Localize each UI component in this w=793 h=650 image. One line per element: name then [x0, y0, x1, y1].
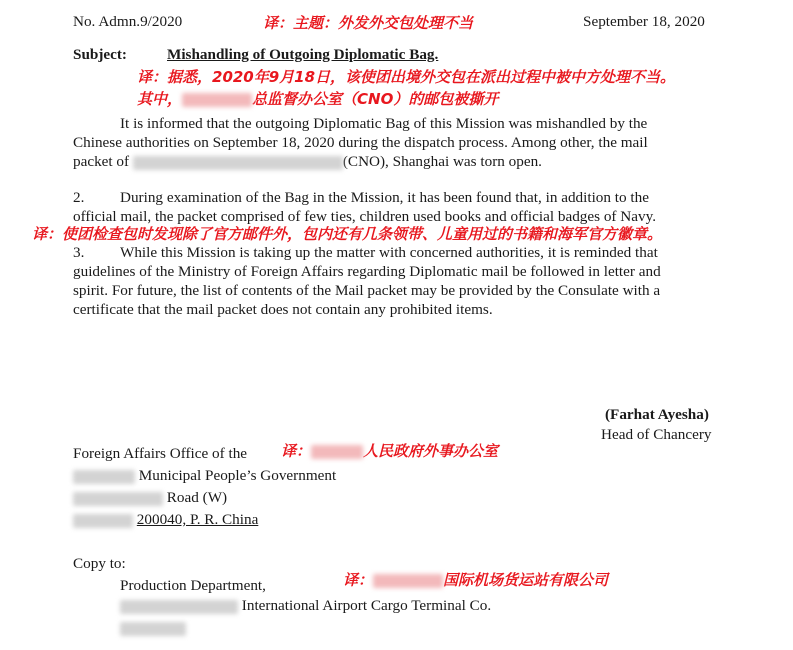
paragraph-3-line2: guidelines of the Ministry of Foreign Affairs regarding Diplomatic mail be followed in letter and: [73, 263, 661, 280]
signatory-title: Head of Chancery: [601, 426, 712, 443]
subject-label: Subject:: [73, 46, 127, 63]
signatory-name: (Farhat Ayesha): [605, 406, 709, 423]
translation-subject: 译：主题：外发外交包处理不当: [263, 14, 474, 32]
copy-to-line3: [120, 618, 186, 637]
paragraph-1-prefix: packet of: [73, 153, 130, 170]
redacted-block: [120, 622, 186, 636]
paragraph-2-line1: During examination of the Bag in the Mission, it has been found that, in addition to the: [120, 189, 649, 206]
recipient-line1: Foreign Affairs Office of the: [73, 445, 248, 462]
redacted-block: [73, 514, 133, 528]
translation-examination: 译：使团检查包时发现除了官方邮件外，包内还有几条领带、儿童用过的书籍和海军官方徽章。: [32, 225, 663, 243]
paragraph-3-number: 3.: [73, 244, 85, 261]
redacted-block: [73, 492, 163, 506]
paragraph-2-line2: official mail, the packet comprised of few ties, children used books and official badges of Navy.: [73, 208, 656, 225]
translation-summary-line1: 译：据悉，2020年9月18日，该使团出境外交包在派出过程中被中方处理不当。: [137, 68, 676, 86]
paragraph-1-line1: It is informed that the outgoing Diplomatic Bag of this Mission was mishandled by the: [120, 115, 648, 132]
redacted-block: [133, 156, 343, 170]
translation-copy-to: [343, 571, 608, 590]
copy-to-line1: Production Department,: [120, 577, 266, 594]
recipient-road: Road (W): [166, 489, 228, 506]
copy-to-terminal: International Airport Cargo Terminal Co.: [241, 597, 492, 614]
document-date: September 18, 2020: [583, 13, 705, 30]
translation-summary-prefix: 其中，: [137, 90, 183, 108]
translation-copy-suffix: 国际机场货运站有限公司: [443, 571, 609, 589]
redacted-block: [373, 574, 443, 588]
paragraph-3-line4: certificate that the mail packet does not contain any prohibited items.: [73, 301, 493, 318]
translation-recipient: [281, 442, 498, 461]
translation-summary-line2: [137, 90, 498, 109]
copy-to-label: Copy to:: [73, 555, 126, 572]
subject-text: Mishandling of Outgoing Diplomatic Bag.: [167, 46, 439, 63]
translation-copy-prefix: 译：: [343, 571, 374, 589]
redacted-block: [120, 600, 238, 614]
translation-recipient-prefix: 译：: [281, 442, 312, 460]
redacted-block: [182, 93, 252, 107]
translation-recipient-suffix: 人民政府外事办公室: [363, 442, 499, 460]
recipient-line3: [73, 488, 227, 507]
recipient-municipal: Municipal People’s Government: [138, 467, 337, 484]
translation-summary-suffix: 总监督办公室（CNO）的邮包被撕开: [252, 90, 499, 108]
recipient-postcode: 200040, P. R. China: [136, 511, 259, 528]
paragraph-2-number: 2.: [73, 189, 85, 206]
recipient-line4: [73, 510, 258, 529]
paragraph-1-line2: Chinese authorities on September 18, 2020 during the dispatch process. Among other, the mail: [73, 134, 648, 151]
paragraph-1-suffix: (CNO), Shanghai was torn open.: [342, 153, 542, 170]
paragraph-3-line1: While this Mission is taking up the matter with concerned authorities, it is reminded that: [120, 244, 658, 261]
redacted-block: [311, 445, 363, 459]
copy-to-line2: [120, 596, 491, 615]
redacted-block: [73, 470, 135, 484]
reference-number: No. Admn.9/2020: [73, 13, 183, 30]
paragraph-3-line3: spirit. For future, the list of contents of the Mail packet may be provided by the Consulate with a: [73, 282, 661, 299]
recipient-line2: [73, 466, 336, 485]
paragraph-1-line3: [73, 152, 723, 171]
